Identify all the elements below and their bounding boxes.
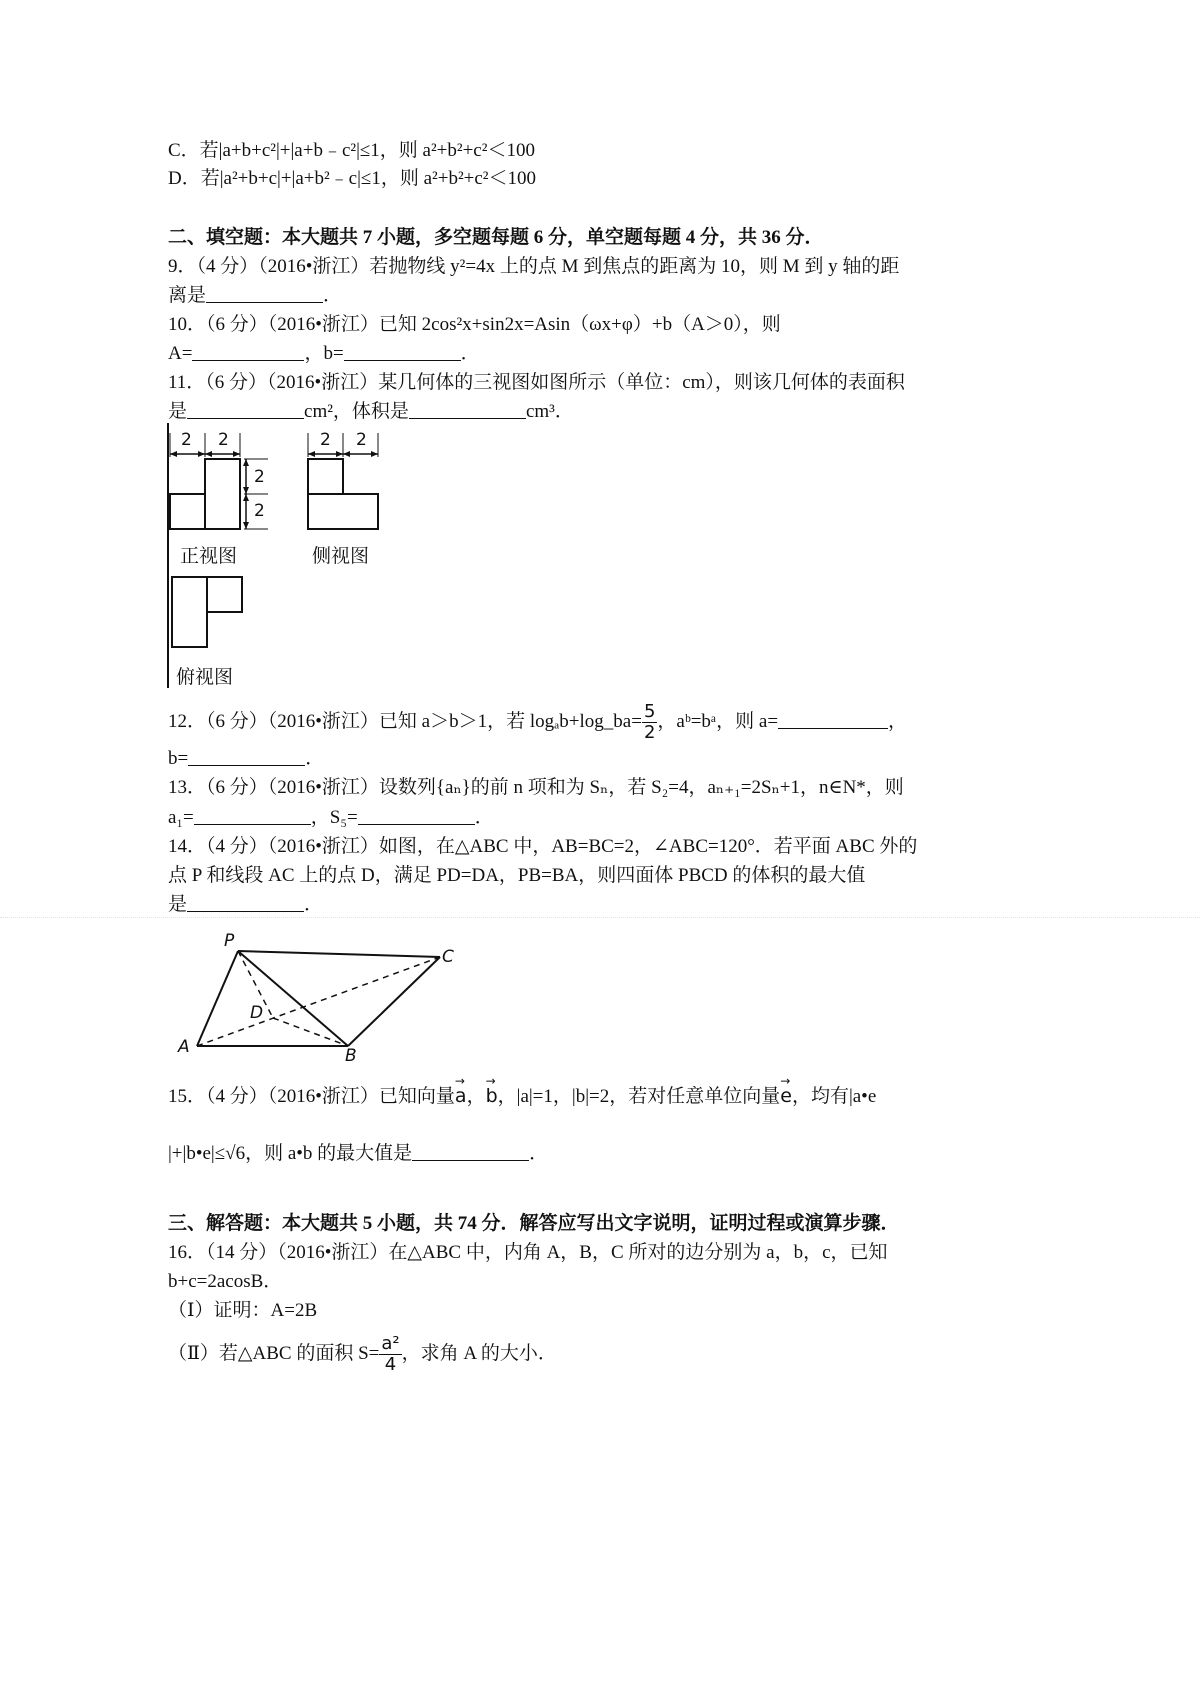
tetrahedron-figure (170, 928, 470, 1068)
q16-line1: 16．（14 分）（2016•浙江）在△ABC 中，内角 A，B，C 所对的边分别为 a，b，c，已知 (168, 1242, 888, 1263)
q10-line2 (168, 341, 480, 367)
front-dim-4: 2 (254, 501, 265, 521)
q9-prefix: 离是 (168, 285, 207, 306)
point-a-label: A (178, 1037, 190, 1057)
q13-s5-blank[interactable] (358, 806, 475, 825)
q14-line1: 14．（4 分）（2016•浙江）如图，在△ABC 中，AB=BC=2，∠ABC=120°．若平面 ABC 外的 (168, 836, 918, 857)
q10-b-blank[interactable] (344, 342, 461, 361)
q12-prefix: 12．（6 分）（2016•浙江）已知 a＞b＞1，若 logₐb+log_ba= (168, 711, 642, 732)
front-view-label: 正视图 (180, 545, 238, 567)
front-dim-2: 2 (218, 430, 229, 450)
q15-end: ． (529, 1143, 549, 1164)
point-p-label: P (224, 931, 235, 951)
front-dim-3: 2 (254, 467, 265, 487)
q12-b-suffix: ． (305, 748, 325, 769)
q10-a-blank[interactable] (192, 342, 304, 361)
q15-answer-blank[interactable] (412, 1142, 529, 1161)
q13-line1: 13．（6 分）（2016•浙江）设数列{aₙ}的前 n 项和为 Sₙ，若 S₂=4，aₙ₊₁=2Sₙ+1，n∈N*，则 (168, 777, 904, 798)
q13-s5-label: ，S₅= (310, 807, 358, 828)
q9-answer-blank[interactable] (206, 284, 323, 303)
vector-a: → a (455, 1083, 467, 1109)
vector-b: → b (486, 1083, 498, 1109)
q13-end: ． (474, 807, 494, 828)
q13-a1-label: a₁= (168, 807, 194, 828)
q16-part2 (168, 1333, 557, 1375)
front-dim-1: 2 (181, 430, 192, 450)
q12-line1 (168, 701, 907, 743)
q11-area-unit: cm²，体积是 (304, 401, 409, 422)
q16-fraction (379, 1334, 401, 1375)
q14-line3 (168, 892, 323, 918)
point-c-label: C (442, 947, 454, 967)
q12-middle: ，aᵇ=bᵃ，则 a= (657, 711, 779, 732)
q15-line2-text: |+|b•e|≤√6，则 a•b 的最大值是 (168, 1143, 413, 1164)
q11-line2 (168, 399, 574, 425)
q14-answer-blank[interactable] (187, 893, 304, 912)
q12-line2 (168, 746, 324, 772)
q16-frac-num: a² (381, 1333, 400, 1355)
q10-a-label: A= (168, 343, 193, 364)
side-view-label: 侧视图 (312, 545, 370, 567)
q13-a1-blank[interactable] (194, 806, 311, 825)
q9-line1: 9．（4 分）（2016•浙江）若抛物线 y²=4x 上的点 M 到焦点的距离为 10，则 M 到 y 轴的距 (168, 256, 900, 277)
q12-b-blank[interactable] (188, 747, 305, 766)
q12-a-blank[interactable] (778, 710, 888, 729)
q9-line2 (168, 283, 342, 309)
top-view-label: 俯视图 (176, 666, 234, 688)
q11-prefix: 是 (168, 401, 188, 422)
point-b-label: B (345, 1046, 357, 1066)
q12-frac-den: 2 (643, 722, 656, 744)
q16-part2-prefix: （Ⅱ）若△ABC 的面积 S= (168, 1343, 380, 1364)
vector-e: → e (780, 1083, 792, 1109)
q9-suffix: ． (323, 285, 343, 306)
q12-b-label: b= (168, 748, 189, 769)
q11-volume-blank[interactable] (409, 400, 526, 419)
q15-tail: ，均有|a•e (791, 1086, 877, 1107)
q16-part1: （Ⅰ）证明：A=2B (168, 1300, 318, 1321)
q11-line1: 11．（6 分）（2016•浙江）某几何体的三视图如图所示（单位：cm），则该几何体的表面积 (168, 372, 905, 393)
side-dim-1: 2 (320, 430, 331, 450)
q10-end: ． (460, 343, 480, 364)
q10-line1: 10．（6 分）（2016•浙江）已知 2cos²x+sin2x=Asin（ωx+φ）+b（A＞0），则 (168, 314, 781, 335)
section-3-title: 三、解答题：本大题共 5 小题，共 74 分．解答应写出文字说明，证明过程或演算步骤． (168, 1213, 900, 1234)
q16-line2: b+c=2acosB． (168, 1271, 283, 1292)
q14-prefix: 是 (168, 894, 188, 915)
section-2-title: 二、填空题：本大题共 7 小题，多空题每题 6 分，单空题每题 4 分，共 36 分． (168, 227, 824, 248)
q10-b-label: ，b= (304, 343, 344, 364)
option-d: D．若|a²+b+c|+|a+b²﹣c|≤1，则 a²+b²+c²＜100 (168, 168, 536, 189)
q15-norms: ，|a|=1，|b|=2，若对任意单位向量 (497, 1086, 781, 1107)
q14-line2: 点 P 和线段 AC 上的点 D，满足 PD=DA，PB=BA，则四面体 PBCD 的体积的最大值 (168, 865, 866, 886)
q12-fraction (642, 702, 657, 743)
q15-line1: 15．（4 分）（2016•浙江）已知向量→ a，→ b，|a|=1，|b|=2，若对任意单位向量→ e，均有|a•e (168, 1083, 876, 1110)
option-c: C．若|a+b+c²|+|a+b﹣c²|≤1，则 a²+b²+c²＜100 (168, 140, 535, 161)
q15-line2 (168, 1141, 548, 1167)
q11-volume-unit: cm³． (525, 401, 574, 422)
three-view-figure (164, 423, 404, 693)
q13-line2 (168, 805, 494, 831)
point-d-label: D (250, 1003, 264, 1023)
q12-frac-num: 5 (643, 701, 656, 723)
q12-end: ， (888, 711, 908, 732)
q16-part2-suffix: ，求角 A 的大小． (401, 1343, 557, 1364)
q16-frac-den: 4 (384, 1354, 397, 1376)
q15-prefix: 15．（4 分）（2016•浙江）已知向量 (168, 1086, 455, 1107)
q11-area-blank[interactable] (187, 400, 304, 419)
side-dim-2: 2 (356, 430, 367, 450)
q14-suffix: ． (304, 894, 324, 915)
